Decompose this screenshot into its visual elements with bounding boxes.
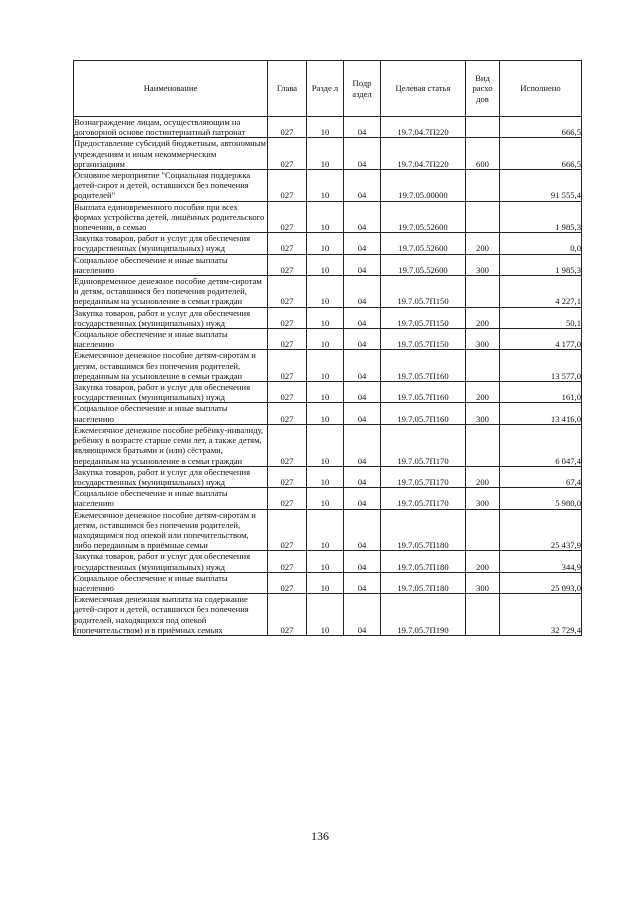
cell-podrazdel: 04 [344, 138, 381, 170]
table-row [74, 117, 582, 138]
cell-vid [466, 201, 500, 233]
cell-amount: 666,5 [500, 138, 582, 170]
cell-glava: 027 [268, 117, 307, 138]
cell-podrazdel: 04 [344, 350, 381, 382]
cell-amount: 25 093,0 [500, 572, 582, 593]
cell-vid [466, 509, 500, 551]
cell-vid: 200 [466, 466, 500, 487]
cell-vid: 200 [466, 307, 500, 328]
cell-name: Закупка товаров, работ и услуг для обеспечения государственных (муниципальных) нужд [74, 233, 268, 254]
cell-vid: 600 [466, 138, 500, 170]
cell-glava: 027 [268, 350, 307, 382]
cell-vid [466, 170, 500, 202]
cell-amount: 50,1 [500, 307, 582, 328]
cell-vid [466, 276, 500, 308]
cell-podrazdel: 04 [344, 551, 381, 572]
cell-vid: 300 [466, 572, 500, 593]
cell-amount: 25 437,9 [500, 509, 582, 551]
header-name: Наименование [74, 61, 268, 117]
table-body [74, 117, 582, 636]
cell-vid [466, 350, 500, 382]
cell-name: Ежемесячная денежная выплата на содержание детей-сирот и детей, оставшихся без попечения родителей, находящихся под опекой (попечительством) и в приёмных семьях [74, 594, 268, 636]
table-row [74, 254, 582, 275]
table-row [74, 488, 582, 509]
cell-vid: 200 [466, 551, 500, 572]
cell-name: Предоставление субсидий бюджетным, автономным учреждениям и иным некоммерческим организациям [74, 138, 266, 169]
cell-amount: 161,0 [500, 382, 582, 403]
header-glava: Глава [268, 61, 307, 117]
cell-statya: 19.7.05.52600 [381, 201, 466, 233]
cell-name: Социальное обеспечение и иные выплаты населению [74, 403, 268, 424]
cell-razdel: 10 [307, 170, 344, 202]
cell-name: Закупка товаров, работ и услуг для обеспечения государственных (муниципальных) нужд [74, 382, 268, 403]
cell-podrazdel: 04 [344, 509, 381, 551]
cell-razdel: 10 [307, 551, 344, 572]
cell-name: Закупка товаров, работ и услуг для обеспечения государственных (муниципальных) нужд [74, 466, 268, 487]
cell-vid: 200 [466, 382, 500, 403]
cell-glava: 027 [268, 424, 307, 466]
header-statya: Целевая статья [381, 61, 466, 117]
cell-statya: 19.7.05.7П180 [381, 572, 466, 593]
cell-statya: 19.7.05.7П150 [381, 276, 466, 308]
table-row [74, 170, 582, 202]
cell-amount: 13 577,0 [500, 350, 582, 382]
cell-amount: 1 985,3 [500, 201, 582, 233]
cell-amount: 666,5 [500, 117, 582, 138]
cell-podrazdel: 04 [344, 488, 381, 509]
cell-razdel: 10 [307, 254, 344, 275]
header-vid: Вид расхо дов [466, 61, 500, 117]
cell-razdel: 10 [307, 403, 344, 424]
cell-podrazdel: 04 [344, 466, 381, 487]
cell-glava: 027 [268, 233, 307, 254]
cell-name: Социальное обеспечение и иные выплаты населению [74, 572, 268, 593]
cell-podrazdel: 04 [344, 594, 381, 636]
cell-glava: 027 [268, 254, 307, 275]
table-row [74, 594, 582, 636]
cell-podrazdel: 04 [344, 276, 381, 308]
cell-glava: 027 [268, 276, 307, 308]
cell-glava: 027 [268, 488, 307, 509]
cell-statya: 19.7.05.7П150 [381, 329, 466, 350]
cell-razdel: 10 [307, 488, 344, 509]
cell-statya: 19.7.05.7П150 [381, 307, 466, 328]
cell-razdel: 10 [307, 329, 344, 350]
cell-statya: 19.7.05.7П160 [381, 350, 466, 382]
cell-glava: 027 [268, 201, 307, 233]
header-podrazdel: Подр аздел [344, 61, 381, 117]
cell-podrazdel: 04 [344, 382, 381, 403]
cell-amount: 5 980,0 [500, 488, 582, 509]
cell-vid [466, 594, 500, 636]
table-row [74, 466, 582, 487]
cell-glava: 027 [268, 138, 307, 170]
cell-statya: 19.7.05.7П160 [381, 403, 466, 424]
cell-name: Закупка товаров, работ и услуг для обеспечения государственных (муниципальных) нужд [74, 307, 268, 328]
cell-statya: 19.7.05.52600 [381, 233, 466, 254]
cell-razdel: 10 [307, 233, 344, 254]
cell-amount: 13 416,0 [500, 403, 582, 424]
cell-name: Социальное обеспечение и иные выплаты населению [74, 329, 268, 350]
cell-razdel: 10 [307, 138, 344, 170]
cell-glava: 027 [268, 307, 307, 328]
cell-razdel: 10 [307, 424, 344, 466]
header-amount: Исполнено [500, 61, 582, 117]
cell-podrazdel: 04 [344, 572, 381, 593]
cell-vid: 200 [466, 233, 500, 254]
cell-podrazdel: 04 [344, 170, 381, 202]
cell-razdel: 10 [307, 307, 344, 328]
cell-statya: 19.7.05.7П170 [381, 488, 466, 509]
table-header-row [74, 61, 582, 117]
cell-statya: 19.7.05.7П170 [381, 466, 466, 487]
cell-statya: 19.7.04.7П220 [381, 117, 466, 138]
header-razdel: Разде л [307, 61, 344, 117]
table-row [74, 403, 582, 424]
cell-razdel: 10 [307, 509, 344, 551]
cell-name: Социальное обеспечение и иные выплаты населению [74, 254, 268, 275]
cell-name: Выплата единовременного пособия при всех формах устройства детей, лишённых родительского попечения, в семью [74, 201, 268, 233]
cell-statya: 19.7.05.7П180 [381, 551, 466, 572]
table-row [74, 572, 582, 593]
cell-amount: 1 985,3 [500, 254, 582, 275]
page-number: 136 [311, 829, 329, 843]
cell-razdel: 10 [307, 350, 344, 382]
cell-name: Закупка товаров, работ и услуг для обеспечения государственных (муниципальных) нужд [74, 551, 268, 572]
cell-razdel: 10 [307, 382, 344, 403]
cell-vid [466, 117, 500, 138]
cell-name: Ежемесячное денежное пособие детям-сиротам и детям, оставшимся без попечения родителей, переданным на усыновление в семьи граждан [74, 350, 268, 382]
cell-podrazdel: 04 [344, 233, 381, 254]
cell-glava: 027 [268, 170, 307, 202]
cell-statya: 19.7.05.00000 [381, 170, 466, 202]
budget-table [73, 60, 582, 636]
cell-glava: 027 [268, 466, 307, 487]
cell-statya: 19.7.04.7П220 [381, 138, 466, 170]
cell-amount: 6 047,4 [500, 424, 582, 466]
cell-vid [466, 424, 500, 466]
table-row [74, 233, 582, 254]
cell-amount: 67,4 [500, 466, 582, 487]
cell-amount: 32 729,4 [500, 594, 582, 636]
cell-name: Вознаграждение лицам, осуществляющим на договорной основе постинтернатный патронат [74, 117, 268, 138]
table-row [74, 350, 582, 382]
cell-glava: 027 [268, 551, 307, 572]
cell-razdel: 10 [307, 466, 344, 487]
cell-glava: 027 [268, 509, 307, 551]
cell-podrazdel: 04 [344, 117, 381, 138]
table-row [74, 509, 582, 551]
table-row [74, 329, 582, 350]
cell-statya: 19.7.05.7П160 [381, 382, 466, 403]
cell-razdel: 10 [307, 201, 344, 233]
cell-glava: 027 [268, 403, 307, 424]
table-row [74, 307, 582, 328]
table-row [74, 201, 582, 233]
table-row [74, 551, 582, 572]
cell-glava: 027 [268, 572, 307, 593]
cell-amount: 4 227,1 [500, 276, 582, 308]
cell-razdel: 10 [307, 594, 344, 636]
cell-podrazdel: 04 [344, 201, 381, 233]
cell-amount: 4 177,0 [500, 329, 582, 350]
cell-name: Ежемесячное денежное пособие ребёнку-инвалиду, ребёнку в возрасте старше семи лет, а также детям, являющимся братьями и (или) сёстрами, переданным на усыновление в семьи граждан [74, 424, 268, 466]
cell-razdel: 10 [307, 276, 344, 308]
cell-podrazdel: 04 [344, 403, 381, 424]
cell-podrazdel: 04 [344, 307, 381, 328]
cell-glava: 027 [268, 594, 307, 636]
cell-name: Основное мероприятие "Социальная поддержка детей-сирот и детей, оставшихся без попечения родителей" [74, 170, 268, 202]
cell-vid: 300 [466, 403, 500, 424]
table-row [74, 276, 582, 308]
table-row [74, 424, 582, 466]
cell-podrazdel: 04 [344, 329, 381, 350]
cell-statya: 19.7.05.52600 [381, 254, 466, 275]
cell-statya: 19.7.05.7П170 [381, 424, 466, 466]
cell-podrazdel: 04 [344, 424, 381, 466]
cell-glava: 027 [268, 382, 307, 403]
cell-glava: 027 [268, 329, 307, 350]
cell-podrazdel: 04 [344, 254, 381, 275]
cell-name: Социальное обеспечение и иные выплаты населению [74, 488, 268, 509]
cell-statya: 19.7.05.7П190 [381, 594, 466, 636]
cell-statya: 19.7.05.7П180 [381, 509, 466, 551]
cell-name: Единовременное денежное пособие детям-сиротам и детям, оставшимся без попечения родителей, переданным на усыновление в семьи граждан [74, 276, 268, 308]
cell-vid: 300 [466, 488, 500, 509]
cell-name: Ежемесячное денежное пособие детям-сиротам и детям, оставшимся без попечения родителей, находящимся под опекой или попечительством, либо переданным в приёмные семьи [74, 509, 268, 551]
cell-amount: 91 555,4 [500, 170, 582, 202]
cell-razdel: 10 [307, 572, 344, 593]
cell-amount: 344,9 [500, 551, 582, 572]
table-row [74, 382, 582, 403]
cell-vid: 300 [466, 254, 500, 275]
table-row [74, 138, 582, 170]
cell-amount: 0,0 [500, 233, 582, 254]
cell-vid: 300 [466, 329, 500, 350]
cell-razdel: 10 [307, 117, 344, 138]
